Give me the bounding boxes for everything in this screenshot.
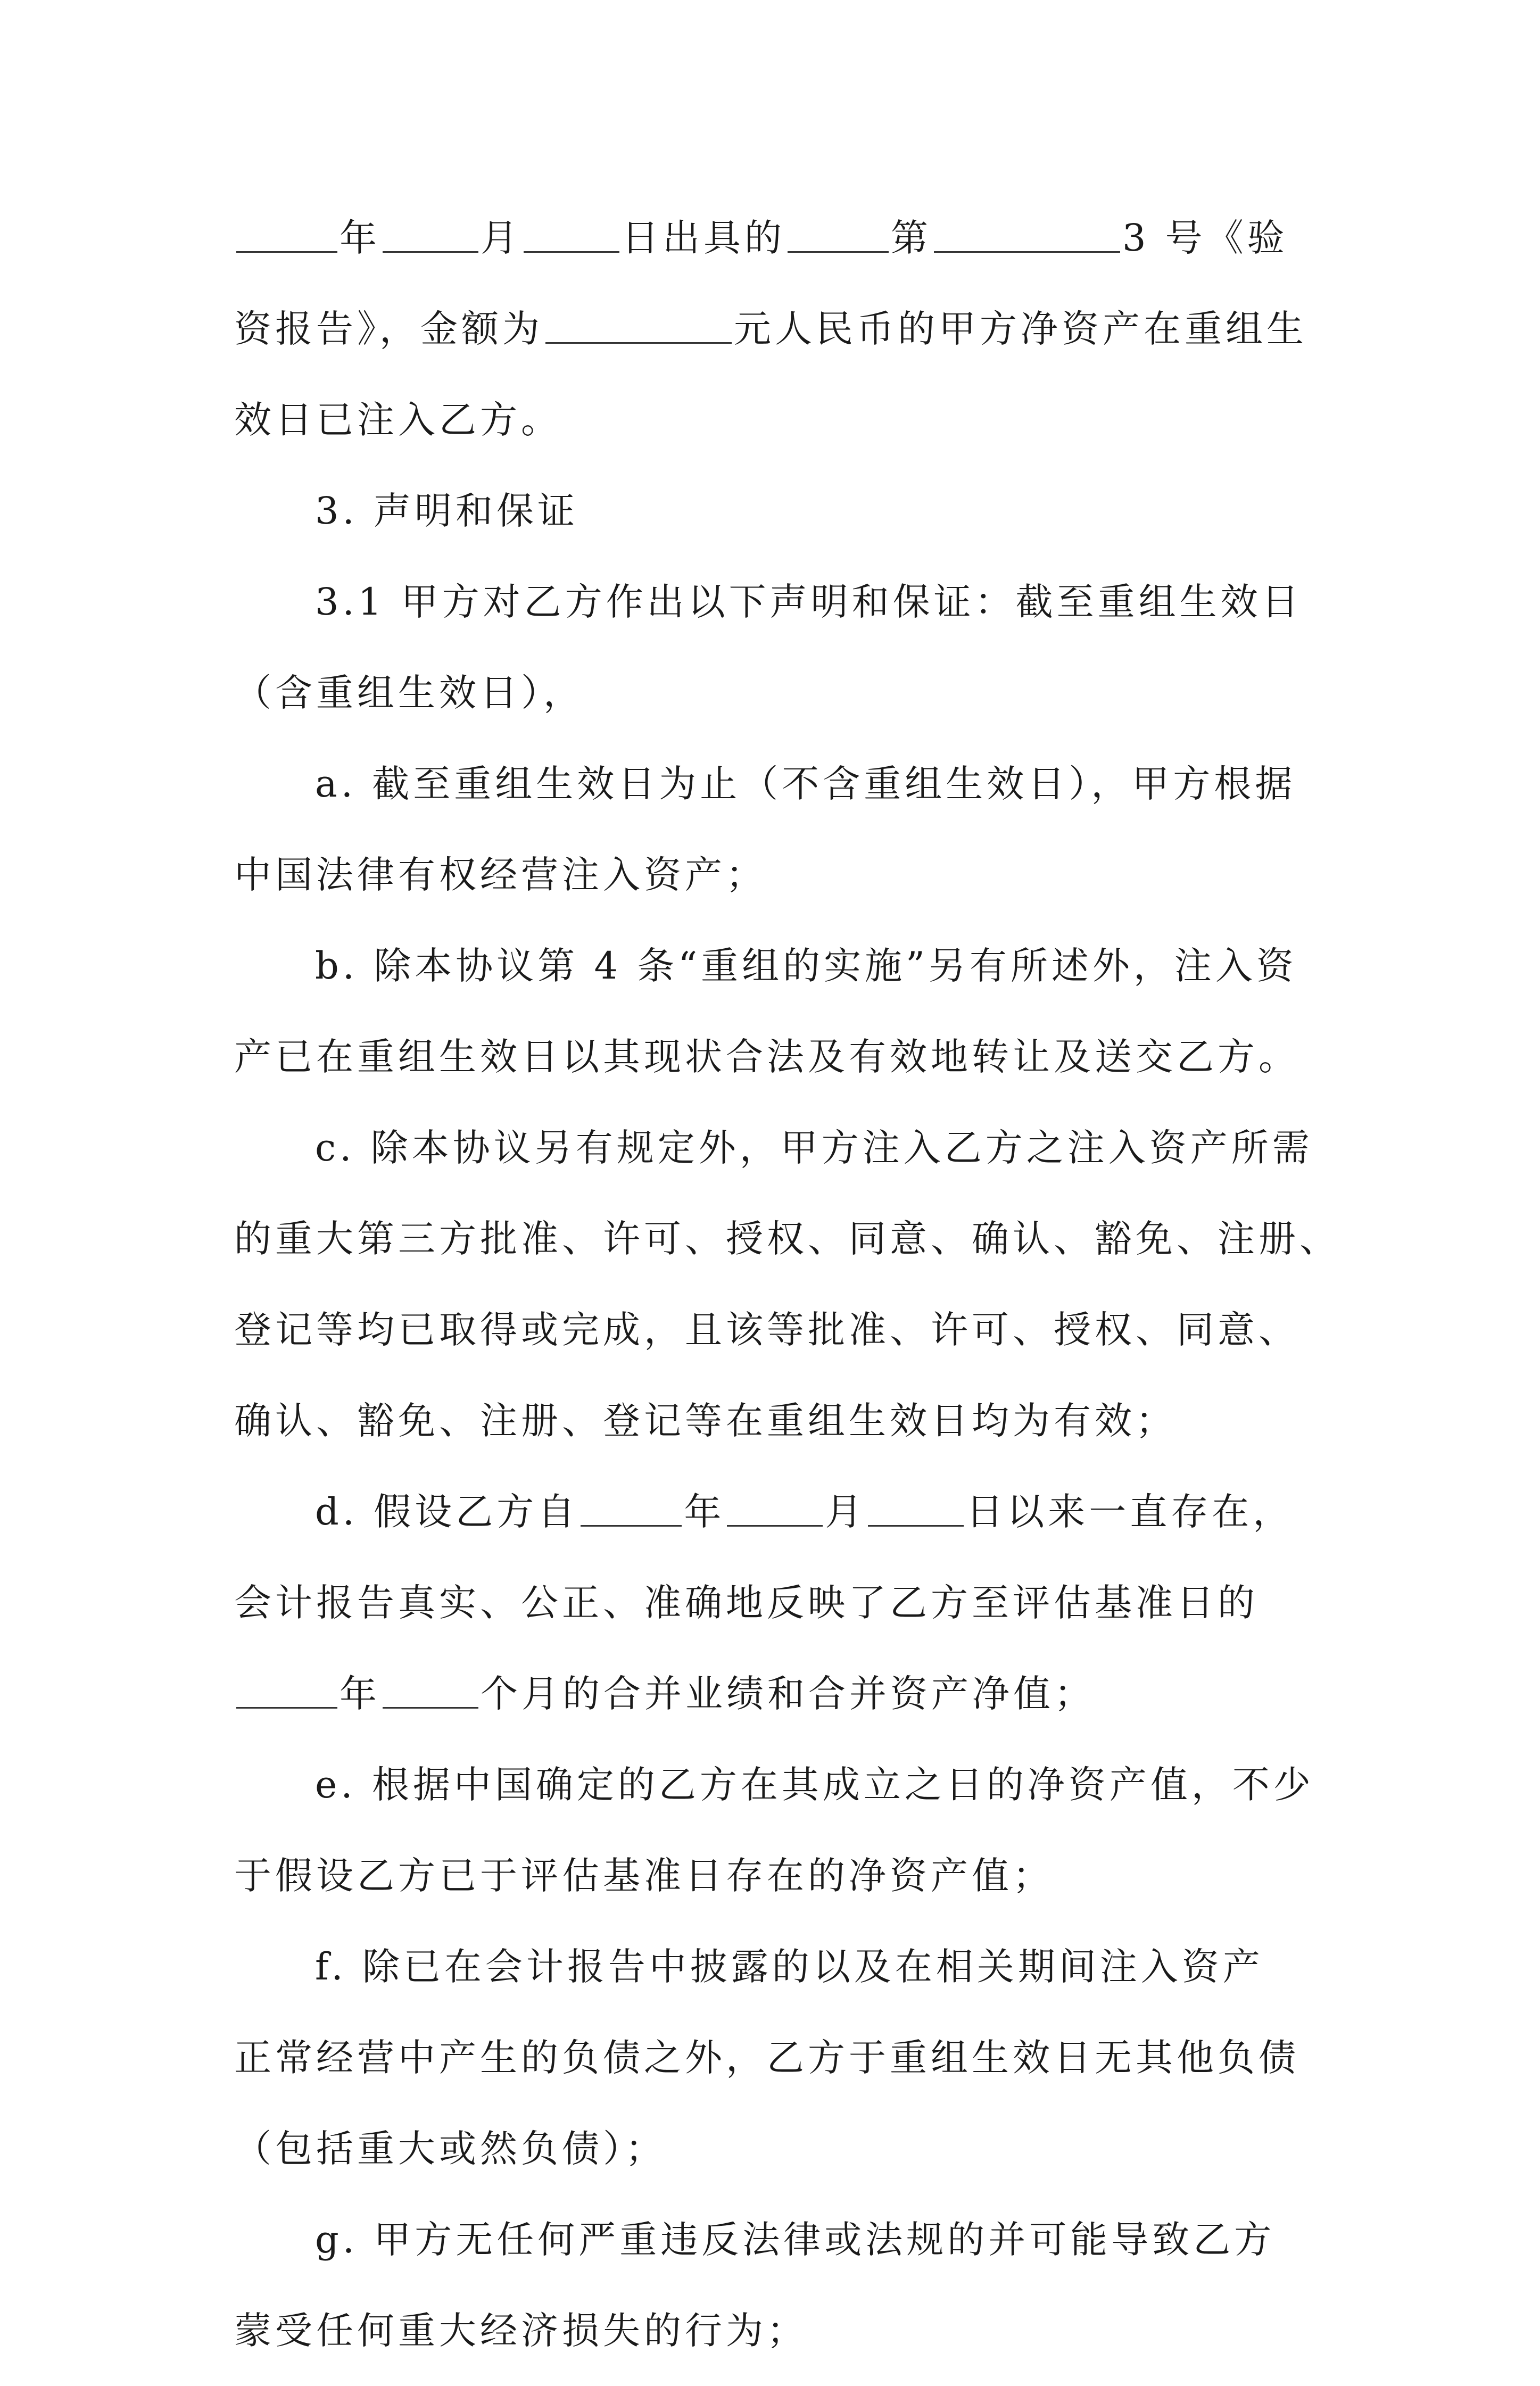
amount-prefix-text: 资报告》，金额为	[234, 307, 543, 351]
amount-suffix-text: 元人民币的甲方净资产在重组生	[734, 307, 1307, 351]
report-start-text: 3 号《验	[1122, 216, 1288, 260]
blank-d-day-field	[868, 1486, 964, 1527]
item-a-line-1: a. 截至重组生效日为止（不含重组生效日），甲方根据	[315, 762, 1296, 806]
blank-number-field	[934, 212, 1120, 253]
document-page	[234, 202, 1340, 2386]
item-b-line-1: b. 除本协议第 4 条“重组的实施”另有所述外，注入资	[315, 944, 1297, 988]
item-c-line-3: 登记等均已取得或完成，且该等批准、许可、授权、同意、	[234, 1308, 1299, 1352]
blank-d-years-field	[236, 1668, 337, 1709]
item-f-line-1: f. 除已在会计报告中披露的以及在相关期间注入资产	[315, 1945, 1264, 1989]
blank-d-month-field	[727, 1486, 823, 1527]
item-d-line-2: 会计报告真实、公正、准确地反映了乙方至评估基准日的	[234, 1581, 1259, 1625]
item-d-suffix: 日以来一直存在，	[966, 1490, 1294, 1534]
blank-amount-field	[545, 303, 732, 344]
section-3-heading: 3. 声明和保证	[315, 489, 579, 533]
blank-month-field	[383, 212, 478, 253]
blank-issuer-field	[788, 212, 889, 253]
item-g-line-2: 蒙受任何重大经济损失的行为；	[234, 2309, 808, 2352]
item-e-line-1: e. 根据中国确定的乙方在其成立之日的净资产值，不少	[315, 1763, 1314, 1807]
item-e-line-2: 于假设乙方已于评估基准日存在的净资产值；	[234, 1854, 1054, 1898]
item-g-line-1: g. 甲方无任何严重违反法律或法规的并可能导致乙方	[315, 2218, 1276, 2261]
continuation-line-3: 效日已注入乙方。	[234, 398, 562, 442]
continuation-line-2	[234, 293, 1320, 384]
continuation-line-1	[234, 202, 1320, 293]
item-c-line-4: 确认、豁免、注册、登记等在重组生效日均为有效；	[234, 1399, 1177, 1443]
month-label: 月	[481, 216, 521, 260]
clause-3-1-line-2: （含重组生效日），	[234, 671, 584, 715]
item-c-line-1: c. 除本协议另有规定外，甲方注入乙方之注入资产所需	[315, 1126, 1313, 1170]
item-d-line3-year-label: 年	[340, 1672, 380, 1716]
item-d-line-1	[234, 1476, 1320, 1567]
item-d-month-label: 月	[825, 1490, 866, 1534]
item-d-line3-suffix: 个月的合并业绩和合并资产净值；	[481, 1672, 1095, 1716]
item-d-line-3	[234, 1658, 1320, 1749]
year-label: 年	[340, 216, 380, 260]
item-d-year-label: 年	[684, 1490, 725, 1534]
item-a-line-2: 中国法律有权经营注入资产；	[234, 853, 767, 897]
number-prefix-label: 第	[891, 216, 932, 260]
blank-year-field	[236, 212, 337, 253]
blank-d-year-field	[581, 1486, 682, 1527]
item-f-line-3: （包括重大或然负债）；	[234, 2127, 666, 2170]
day-issued-label: 日出具的	[622, 216, 785, 260]
item-b-line-2: 产已在重组生效日以其现状合法及有效地转让及送交乙方。	[234, 1035, 1299, 1079]
item-c-line-2: 的重大第三方批准、许可、授权、同意、确认、豁免、注册、	[234, 1217, 1340, 1261]
blank-d-months-field	[383, 1668, 478, 1709]
clause-3-1-line-1: 3.1 甲方对乙方作出以下声明和保证：截至重组生效日	[315, 580, 1303, 624]
blank-day-field	[524, 212, 619, 253]
item-f-line-2: 正常经营中产生的负债之外，乙方于重组生效日无其他负债	[234, 2036, 1299, 2080]
item-d-prefix: d. 假设乙方自	[315, 1490, 579, 1534]
